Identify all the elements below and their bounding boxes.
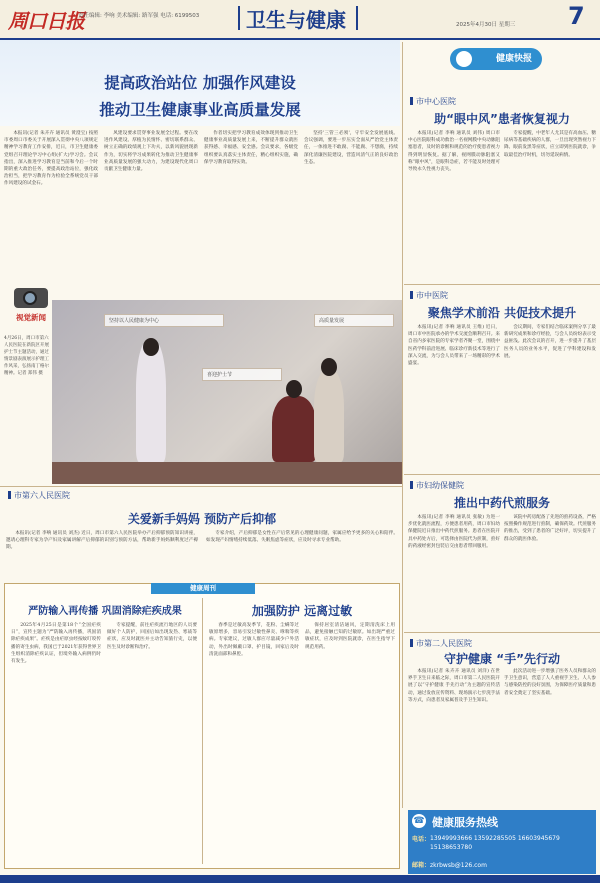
email-address: zkrbwsb@126.com	[430, 862, 487, 869]
malaria-column-1: 2025年4月25日是第18个“全国疟疾日”，宣传主题为“严防输入再传播，巩固消除疟疾成果”。疟疾是由疟原虫经按蚊叮咬传播的寄生虫病，我国已于2021年获得世界卫生组织消除疟疾认证，但境外输入病例仍时有发生。	[11, 623, 101, 665]
section-marker-icon	[410, 481, 413, 489]
lead-column-4: 坚持'三管三必须'，守牢安全发展底线。会议强调，要进一步压实全面从严治党主体责任，一体推进不敢腐、不能腐、不想腐，持续深化清廉医院建设，营造风清气正的良好政治生态。	[304, 131, 398, 165]
vision-section-label	[410, 96, 456, 107]
health-express-badge	[450, 48, 542, 70]
allergy-article-title: 加强防护 远离过敏	[251, 604, 353, 618]
email-label: 邮箱：	[412, 862, 431, 869]
hotline-email-row	[412, 860, 596, 869]
camera-lens-icon	[23, 291, 37, 305]
phone-numbers: 13949993666 13592285505 16603945679 15138653780	[430, 835, 560, 851]
lead-column-2: 风建设要求贯穿事业发展全过程。要在改进作风建设、厚植为民情怀、密切联系群众、树立正确的政绩观上下功夫，以新风貌展现新作为，切实将学习成果转化为推动卫生健康事业高质量发展的强大动力，为建设现代化周口贡献卫生健康力量。	[104, 131, 198, 173]
tcm-column-2: 该院中药房配备了先进的煎药设备，严格按照操作规范进行煎制，确保药效。代煎服务的推出，受到了患者的广泛好评，切实提升了群众的就医体验。	[504, 515, 596, 542]
health-weekly-band: 健康周刊	[151, 583, 255, 594]
newmom-section-text: 市第六人民医院	[14, 491, 70, 500]
issue-date: 2025年4月30日 星期三	[456, 22, 516, 28]
newmom-column-1: 本报讯(记者 李响 通讯员 刘杰) 近日，周口市第六人民医院举办产后抑郁预防知识讲座，邀请心理科专家为孕产妇及家属讲解产后抑郁的识别与预防方法，帮助新手妈妈顺利度过产褥期。	[6, 531, 198, 551]
malaria-article-title: 严防输入再传播 巩固消除疟疾成果	[28, 606, 182, 617]
performer-head	[143, 338, 159, 356]
news-photo	[52, 300, 402, 484]
forum-tcm-divider	[404, 474, 600, 475]
performer-figure	[136, 340, 166, 462]
visual-news-label: 视觉新闻	[16, 313, 46, 322]
lead-column-1: 本报讯(记者 朱卉卉 通讯员 黄澄宝) 按照市委周口市委关于开展深入贯彻中央八项规定精神学习教育工作安排，近日，市卫生健康委党组召开理论学习中心组(扩大)学习会。会议指出，深入推进学习教育是当前和今后一个时期的重大政治任务，要提高政治站位，强化政治担当，把学习教育作为检验全系统党员干部作风建设的试金石。	[4, 131, 98, 187]
vision-article-title: 助“眼中风”患者恢复视力	[434, 112, 570, 126]
page-header	[0, 0, 600, 40]
section-marker-icon	[8, 491, 11, 499]
photo-newmom-divider	[0, 486, 402, 487]
masthead-logo: 周口日报	[8, 9, 84, 33]
shield-icon	[454, 49, 474, 69]
forum-article-title: 聚焦学术前沿 共促技术提升	[427, 306, 577, 320]
header-divider-right	[356, 6, 358, 30]
health-weekly-box	[4, 583, 400, 869]
tcm-article-title: 推出中药代煎服务	[453, 496, 550, 510]
seated-figure	[272, 396, 316, 462]
tcm-section-text: 市妇幼保健院	[416, 481, 464, 490]
health-express-label: 健康快报	[495, 54, 532, 64]
phone-label: 电话：	[412, 836, 431, 843]
allergy-column-1: 春季是过敏高发季节，花粉、尘螨等过敏原增多，容易引发过敏性鼻炎、哮喘等疾病。专家建议，过敏人群应尽量减少户外活动，外出时佩戴口罩、护目镜，回家后及时清洗面部和鼻腔。	[209, 623, 299, 657]
editor-credits: 责任编辑: 李响 美术编辑: 路军强 电话: 6199503	[78, 13, 200, 19]
health-hotline-box	[408, 810, 596, 874]
photo-banner-3: 喜迎护士节	[202, 368, 282, 381]
hotline-phones-row	[412, 834, 596, 852]
forum-column-1: 本报讯(记者 李响 通讯员 王维) 近日，周口市中医院承办的学术交流会顺利召开。来自省内多家医院的专家学者齐聚一堂，围绕中医药学科前沿进展、临床诊疗新技术等进行了深入交流，为与会人员带来了一场精彩的学术盛宴。	[408, 325, 500, 367]
phone-icon: ☎	[413, 816, 425, 826]
hand-section-text: 市第二人民医院	[416, 639, 472, 648]
photo-banner-2: 高质量发展	[314, 314, 394, 327]
photo-caption: 4月26日，周口市第六人民医院在新院区开展护士节主题活动，通过情景剧表演展示护理工作风采，弘扬南丁格尔精神。记者 郑伟 摄	[4, 336, 49, 376]
footer-bar	[0, 875, 600, 883]
seated-figure-head	[286, 380, 302, 398]
forum-section-label	[410, 290, 448, 301]
nurse-head	[321, 358, 337, 376]
hotline-title: 健康服务热线	[432, 816, 498, 829]
page-number: 7	[568, 2, 585, 30]
hand-column-2: 此次活动进一步增强了医务人员和群众的手卫生意识，营造了人人重视手卫生、人人参与感染防控的良好氛围，为保障医疗质量和患者安全奠定了坚实基础。	[504, 669, 596, 696]
section-title: 卫生与健康	[246, 8, 346, 32]
lead-headline-line-1: 提高政治站位 加强作风建设	[104, 74, 296, 92]
weekly-divider	[202, 598, 203, 864]
newmom-article-title: 关爱新手妈妈 预防产后抑郁	[127, 512, 277, 526]
section-marker-icon	[410, 97, 413, 105]
hand-column-1: 本报讯(记者 朱卉卉 通讯员 刘洋) 在世界手卫生日来临之际，周口市第二人民医院开展了以“守护健康 手先行动”为主题的宣传活动，通过发放宣传资料、现场演示七步洗手法等方式，向患者及家属普及手卫生知识。	[408, 669, 500, 703]
lead-headline-block	[0, 40, 400, 126]
hand-section-label	[410, 638, 472, 649]
photo-banner-1: 坚持以人民健康为中心	[104, 314, 224, 327]
lead-headline-line-2: 推动卫生健康事业高质量发展	[99, 101, 301, 119]
tcm-hand-divider	[404, 632, 600, 633]
forum-section-text: 市中医院	[416, 291, 448, 300]
column-divider	[402, 42, 403, 808]
visual-news-badge	[8, 284, 54, 328]
header-divider-left	[238, 6, 240, 30]
hand-article-title: 守护健康 “手”先行动	[444, 652, 560, 666]
stage-floor	[52, 462, 402, 484]
malaria-column-2: 专家提醒，前往疟疾流行地区的人员要做好个人防护，回国后如出现发热、寒战等症状，应及时就医并主动告知旅行史，以便医生及时诊断和治疗。	[107, 623, 197, 650]
tcm-section-label	[410, 480, 464, 491]
newmom-column-2: 专家介绍，产后抑郁是女性在产后常见的心理健康问题，家属应给予更多的关心和陪伴。如发现产妇情绪持续低落、失眠焦虑等症状，应及时寻求专业帮助。	[206, 531, 398, 544]
tcm-column-1: 本报讯(记者 李响 通讯员 张敏) 为进一步优化就医流程，方便患者用药，周口市妇幼保健院近日推出中药代煎服务。患者在医院开具中药处方后，可选择由医院代为煎制，煎好的药液经密封包装后交由患者带回服用。	[408, 515, 500, 549]
vision-column-1: 本报讯(记者 李响 通讯员 刘伟) 周口市中心医院眼科成功救治一名视网膜中央动脉阻塞患者，及时的诊断和规范的治疗使患者视力得到明显恢复。据了解，视网膜动脉阻塞又称“眼中风”，是眼科急症，若不能及时处理可导致永久性视力丧失。	[408, 131, 500, 173]
lead-column-3: 作者切实把学习教育成效体现到推动卫生健康事业高质量发展上来，不断提升群众就医获得感、幸福感、安全感。会议要求，各级党组织要认真落实主体责任，精心组织实施，确保学习教育取得实效。	[204, 131, 298, 165]
allergy-column-2: 保持居室清洁通风，定期清洗床上用品，避免接触已知的过敏原。如出现严重过敏症状，应及时到医院就诊，在医生指导下规范用药。	[305, 623, 395, 650]
vision-column-2: 专家提醒，中老年人尤其是有高血压、糖尿病等基础疾病的人群，一旦出现突然视力下降、眼前发黑等症状，应立即到医院就诊，争取最佳治疗时机，切勿延误病情。	[504, 131, 596, 158]
section-marker-icon	[410, 291, 413, 299]
nurse-figure	[314, 370, 344, 462]
forum-column-2: 会议期间，专家们结合临床案例分享了最新研究成果和诊疗经验，与会人员纷纷表示受益匪浅。此次会议的召开，进一步提升了基层医务人员的业务水平，促进了学科建设和发展。	[504, 325, 596, 359]
vision-section-text: 市中心医院	[416, 97, 456, 106]
newmom-section-label	[8, 490, 70, 501]
section-marker-icon	[410, 639, 413, 647]
vision-forum-divider	[404, 284, 600, 285]
